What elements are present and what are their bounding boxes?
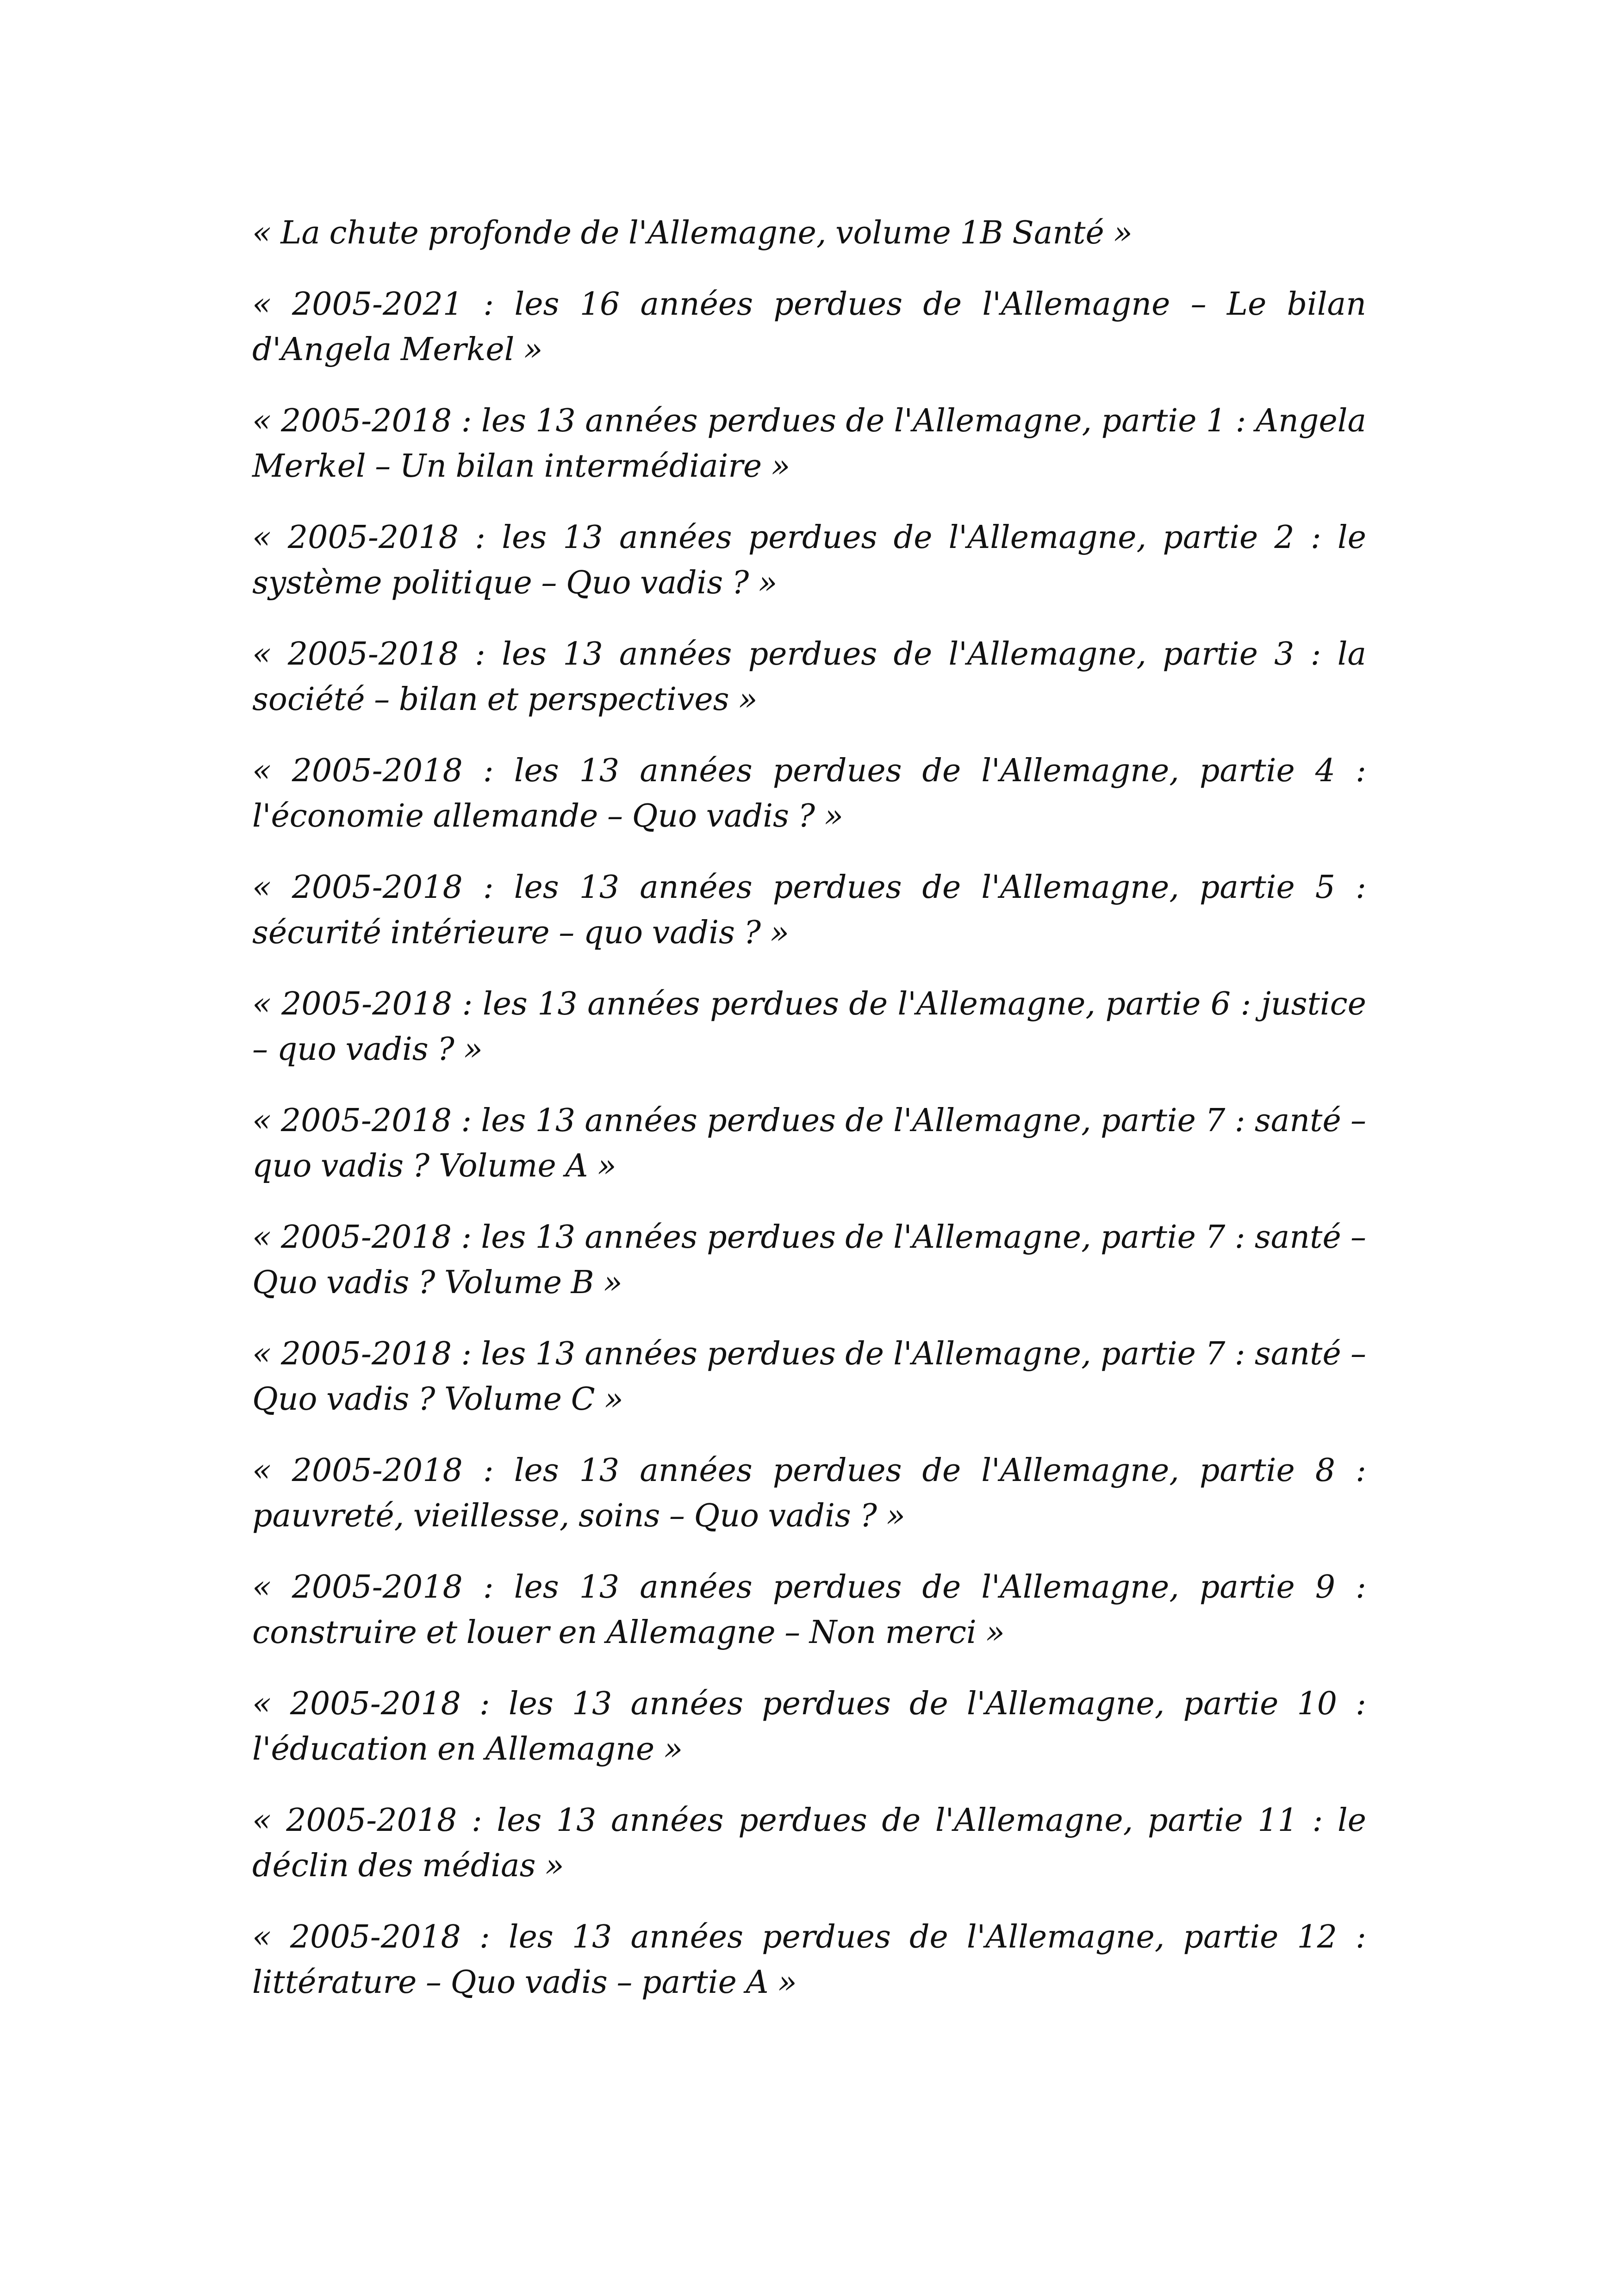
book-title-item: « 2005-2018 : les 13 années perdues de l'Allemagne, partie 7 : santé – quo vadis ? Volume A » [252, 1102, 1366, 1184]
book-title-item: « 2005-2018 : les 13 années perdues de l'Allemagne, partie 1 : Angela Merkel – Un bilan intermédiaire » [252, 403, 1366, 485]
book-title-item: « 2005-2018 : les 13 années perdues de l'Allemagne, partie 5 : sécurité intérieure – quo vadis ? » [252, 869, 1366, 951]
book-title-item: « 2005-2018 : les 13 années perdues de l'Allemagne, partie 12 : littérature – Quo vadis – partie A » [252, 1919, 1366, 2001]
book-title-item: « 2005-2018 : les 13 années perdues de l'Allemagne, partie 2 : le système politique – Quo vadis ? » [252, 519, 1366, 601]
book-title-item: « 2005-2021 : les 16 années perdues de l'Allemagne – Le bilan d'Angela Merkel » [252, 286, 1366, 368]
book-title-item: « 2005-2018 : les 13 années perdues de l'Allemagne, partie 6 : justice – quo vadis ? » [252, 986, 1366, 1068]
book-title-item: « 2005-2018 : les 13 années perdues de l'Allemagne, partie 3 : la société – bilan et perspectives » [252, 636, 1366, 718]
book-title-item: « 2005-2018 : les 13 années perdues de l'Allemagne, partie 7 : santé – Quo vadis ? Volume C » [252, 1336, 1366, 1418]
book-title-item: « 2005-2018 : les 13 années perdues de l'Allemagne, partie 7 : santé – Quo vadis ? Volume B » [252, 1219, 1366, 1301]
book-title-item: « 2005-2018 : les 13 années perdues de l'Allemagne, partie 11 : le déclin des médias » [252, 1802, 1366, 1884]
book-title-item: « 2005-2018 : les 13 années perdues de l'Allemagne, partie 8 : pauvreté, vieillesse, soins – Quo vadis ? » [252, 1452, 1366, 1534]
book-title-item: « 2005-2018 : les 13 années perdues de l'Allemagne, partie 10 : l'éducation en Allemagne » [252, 1686, 1366, 1767]
book-title-list [252, 211, 1366, 2031]
book-title-item: « 2005-2018 : les 13 années perdues de l'Allemagne, partie 9 : construire et louer en Allemagne – Non merci » [252, 1569, 1366, 1651]
book-title-item: « La chute profonde de l'Allemagne, volume 1B Santé » [252, 215, 1133, 251]
book-title-item: « 2005-2018 : les 13 années perdues de l'Allemagne, partie 4 : l'économie allemande – Quo vadis ? » [252, 753, 1366, 834]
